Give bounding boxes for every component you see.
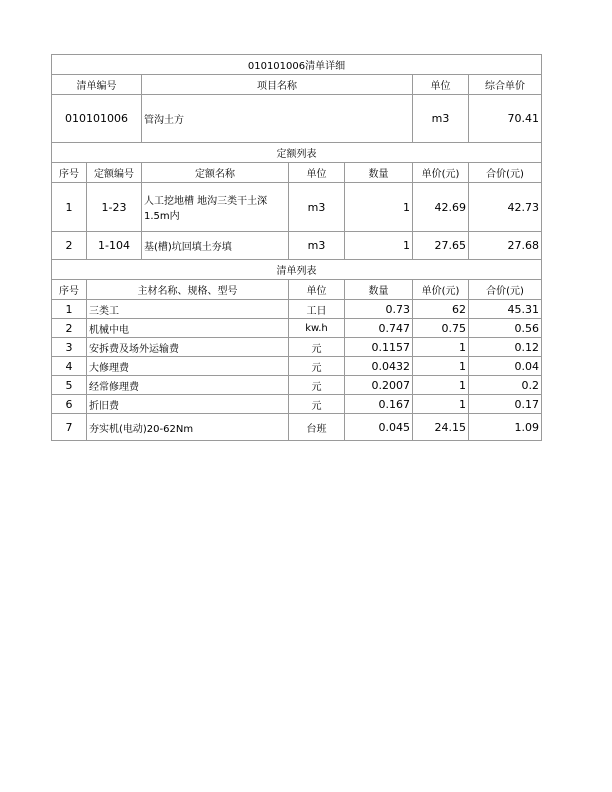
materials-header-row <box>52 280 542 300</box>
bill-detail-table <box>51 54 542 441</box>
bill-code: 010101006 <box>52 95 142 143</box>
material-name: 折旧费 <box>87 395 289 414</box>
materials-section-row <box>52 260 542 280</box>
material-total: 0.04 <box>469 357 542 376</box>
bill-header-name: 项目名称 <box>142 75 413 95</box>
bill-header-price: 综合单价 <box>469 75 542 95</box>
quota-header-unit: 单位 <box>289 163 345 183</box>
material-row <box>52 300 542 319</box>
bill-header-row <box>52 75 542 95</box>
material-name: 机械中电 <box>87 319 289 338</box>
materials-header-name: 主材名称、规格、型号 <box>87 280 289 300</box>
material-unit: 工日 <box>289 300 345 319</box>
materials-header-price: 单价(元) <box>413 280 469 300</box>
material-row <box>52 338 542 357</box>
quota-qty: 1 <box>345 232 413 260</box>
material-qty: 0.0432 <box>345 357 413 376</box>
quota-price: 27.65 <box>413 232 469 260</box>
material-qty: 0.167 <box>345 395 413 414</box>
material-total: 0.56 <box>469 319 542 338</box>
material-row <box>52 357 542 376</box>
bill-price: 70.41 <box>469 95 542 143</box>
quota-name: 基(槽)坑回填土夯填 <box>142 232 289 260</box>
material-qty: 0.1157 <box>345 338 413 357</box>
material-row <box>52 319 542 338</box>
material-qty: 0.2007 <box>345 376 413 395</box>
material-price: 0.75 <box>413 319 469 338</box>
bill-detail-sheet <box>51 54 541 441</box>
quota-header-code: 定额编号 <box>87 163 142 183</box>
quota-section-row <box>52 143 542 163</box>
quota-price: 42.69 <box>413 183 469 232</box>
materials-header-total: 合价(元) <box>469 280 542 300</box>
material-price: 1 <box>413 357 469 376</box>
material-total: 45.31 <box>469 300 542 319</box>
material-no: 1 <box>52 300 87 319</box>
material-price: 24.15 <box>413 414 469 441</box>
quota-total: 42.73 <box>469 183 542 232</box>
materials-header-qty: 数量 <box>345 280 413 300</box>
material-no: 4 <box>52 357 87 376</box>
quota-unit: m3 <box>289 232 345 260</box>
materials-header-unit: 单位 <box>289 280 345 300</box>
material-no: 7 <box>52 414 87 441</box>
material-unit: 台班 <box>289 414 345 441</box>
quota-header-no: 序号 <box>52 163 87 183</box>
quota-section-title: 定额列表 <box>52 143 542 163</box>
material-qty: 0.045 <box>345 414 413 441</box>
material-unit: 元 <box>289 395 345 414</box>
material-total: 0.12 <box>469 338 542 357</box>
material-no: 5 <box>52 376 87 395</box>
bill-header-unit: 单位 <box>413 75 469 95</box>
material-total: 0.2 <box>469 376 542 395</box>
material-price: 1 <box>413 376 469 395</box>
material-price: 62 <box>413 300 469 319</box>
title-row <box>52 55 542 75</box>
material-no: 6 <box>52 395 87 414</box>
quota-code: 1-104 <box>87 232 142 260</box>
quota-no: 1 <box>52 183 87 232</box>
bill-name: 管沟土方 <box>142 95 413 143</box>
quota-unit: m3 <box>289 183 345 232</box>
material-name: 夯实机(电动)20-62Nm <box>87 414 289 441</box>
quota-row <box>52 183 542 232</box>
quota-header-price: 单价(元) <box>413 163 469 183</box>
material-name: 大修理费 <box>87 357 289 376</box>
material-name: 三类工 <box>87 300 289 319</box>
quota-name: 人工挖地槽 地沟三类干土深1.5m内 <box>142 183 289 232</box>
material-unit: 元 <box>289 357 345 376</box>
bill-row <box>52 95 542 143</box>
material-unit: kw.h <box>289 319 345 338</box>
quota-no: 2 <box>52 232 87 260</box>
material-unit: 元 <box>289 338 345 357</box>
material-name: 经常修理费 <box>87 376 289 395</box>
quota-row <box>52 232 542 260</box>
material-no: 3 <box>52 338 87 357</box>
quota-header-total: 合价(元) <box>469 163 542 183</box>
material-qty: 0.73 <box>345 300 413 319</box>
quota-header-row <box>52 163 542 183</box>
material-total: 0.17 <box>469 395 542 414</box>
material-row <box>52 414 542 441</box>
page-title: 010101006清单详细 <box>52 55 542 75</box>
materials-header-no: 序号 <box>52 280 87 300</box>
bill-unit: m3 <box>413 95 469 143</box>
quota-qty: 1 <box>345 183 413 232</box>
material-price: 1 <box>413 338 469 357</box>
quota-header-name: 定额名称 <box>142 163 289 183</box>
material-row <box>52 395 542 414</box>
bill-header-code: 清单编号 <box>52 75 142 95</box>
material-row <box>52 376 542 395</box>
material-total: 1.09 <box>469 414 542 441</box>
material-unit: 元 <box>289 376 345 395</box>
quota-total: 27.68 <box>469 232 542 260</box>
material-price: 1 <box>413 395 469 414</box>
material-qty: 0.747 <box>345 319 413 338</box>
material-no: 2 <box>52 319 87 338</box>
materials-section-title: 清单列表 <box>52 260 542 280</box>
quota-header-qty: 数量 <box>345 163 413 183</box>
quota-code: 1-23 <box>87 183 142 232</box>
material-name: 安拆费及场外运输费 <box>87 338 289 357</box>
